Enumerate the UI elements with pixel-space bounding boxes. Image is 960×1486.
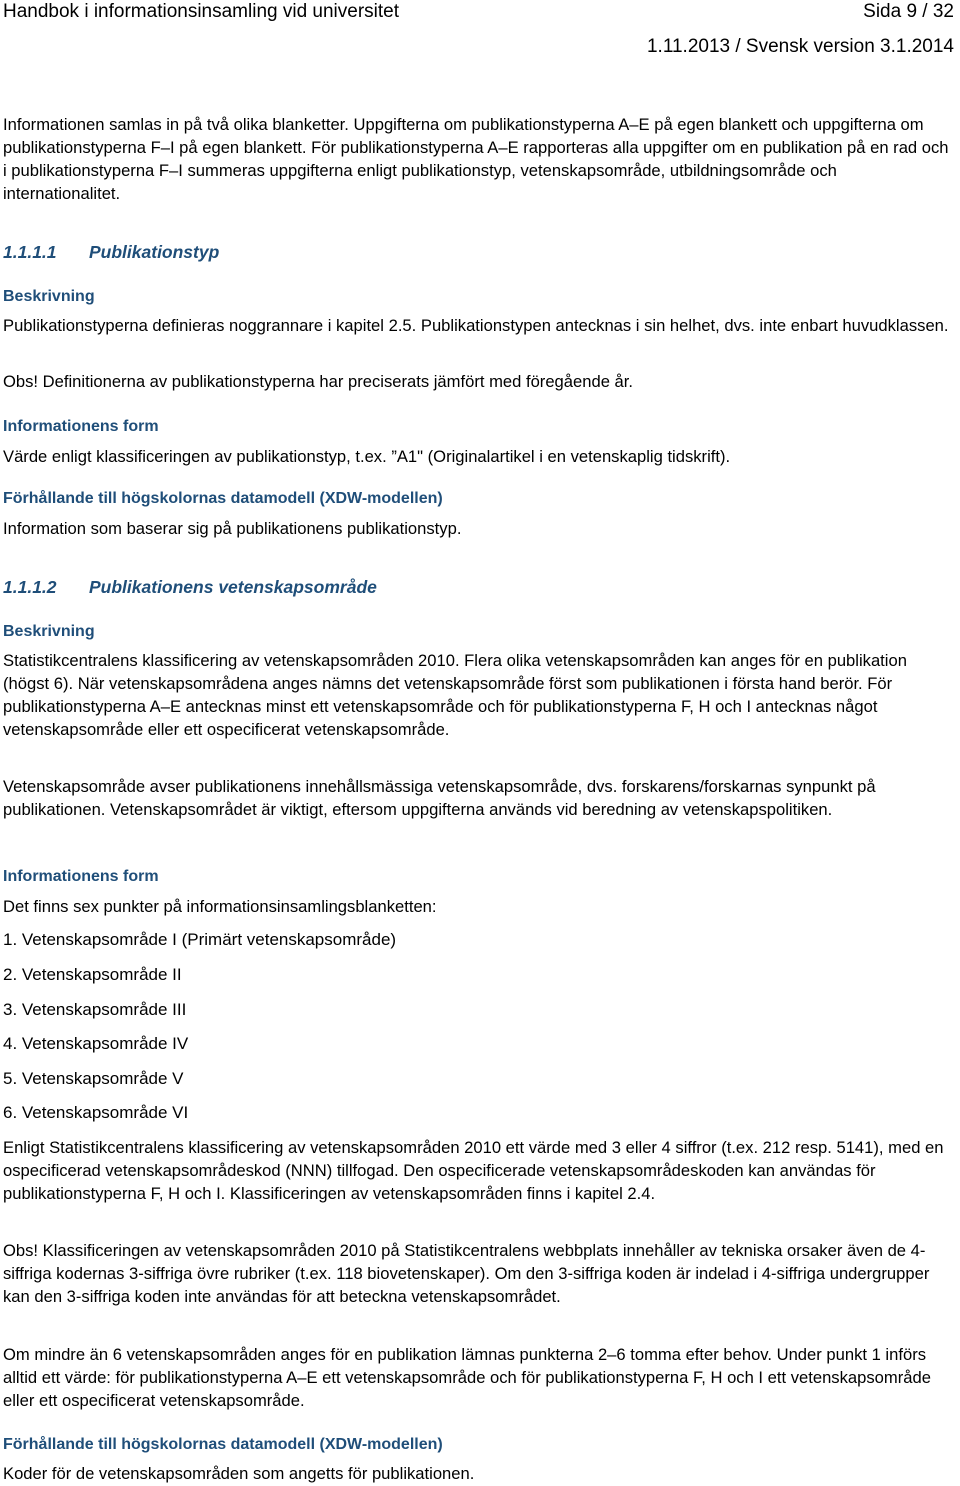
section-number: 1.1.1.1 <box>3 242 57 262</box>
list-item: 2. Vetenskapsområde II <box>3 965 182 984</box>
form-intro-paragraph: Det finns sex punkter på informationsinsamlingsblanketten: <box>3 897 437 916</box>
form-paragraph-1: Enligt Statistikcentralens klassificering av vetenskapsområden 2010 ett värde med 3 eller 4 siffror (t.ex. 212 resp. 5141), med en ospecificerad vetenskapsområdeskod (NNN) tillfogad. Den ospecificerade vetenskapsområdeskoden kan användas för publikationstyperna F, H och I. Klassificeringen av vetenskapsområden finns i kapitel 2.4. <box>3 1138 944 1203</box>
form-paragraph-3: Om mindre än 6 vetenskapsområden anges för en publikation lämnas punkterna 2–6 tomma efter behov. Under punkt 1 införs alltid ett värde: för publikationstyperna A–E ett vetenskapsområde och för publikationstyperna F, H och I ett vetenskapsområde eller ett ospecificerat vetenskapsområde. <box>3 1345 931 1410</box>
label-beskrivning: Beskrivning <box>3 623 95 640</box>
section-number: 1.1.1.2 <box>3 577 57 597</box>
label-beskrivning: Beskrivning <box>3 288 95 305</box>
label-informationens-form: Informationens form <box>3 418 159 435</box>
form-paragraph: Värde enligt klassificeringen av publikationstyp, t.ex. ”A1" (Originalartikel i en vetenskaplig tidskrift). <box>3 447 731 466</box>
list-item: 5. Vetenskapsområde V <box>3 1069 184 1088</box>
obs-paragraph: Obs! Klassificeringen av vetenskapsområden 2010 på Statistikcentralens webbplats innehåller av tekniska orsaker även de 4-siffriga kodernas 3-siffriga övre rubriker (t.ex. 118 biovetenskaper). Om den 3-siffriga koden är indelad i 4-siffriga undergrupper kan den 3-siffriga koden inte användas för att beteckna vetenskapsområdet. <box>3 1241 930 1306</box>
section-heading-publikationstyp <box>3 240 219 264</box>
label-informationens-form: Informationens form <box>3 868 159 885</box>
list-item: 3. Vetenskapsområde III <box>3 1000 187 1019</box>
date-version: 1.11.2013 / Svensk version 3.1.2014 <box>646 36 954 57</box>
list-item: 6. Vetenskapsområde VI <box>3 1103 189 1122</box>
list-item: 4. Vetenskapsområde IV <box>3 1034 189 1053</box>
section-title: Publikationens vetenskapsområde <box>89 577 377 597</box>
section-title: Publikationstyp <box>89 242 220 262</box>
description-paragraph: Publikationstyperna definieras noggrannare i kapitel 2.5. Publikationstypen antecknas i sin helhet, dvs. inte enbart huvudklassen. <box>3 316 949 335</box>
intro-paragraph: Informationen samlas in på två olika blanketter. Uppgifterna om publikationstyperna A–E på egen blankett och uppgifterna om publikationstyperna F–I på egen blankett. För publikationstyperna A–E rapporteras alla uppgifter om en publikation på en rad och i publikationstyperna F–I summeras uppgifterna enligt publikationstyp, vetenskapsområde, utbildningsområde och internationalitet. <box>3 115 949 203</box>
label-datamodell: Förhållande till högskolornas datamodell (XDW-modellen) <box>3 1436 443 1453</box>
description-paragraph-2: Vetenskapsområde avser publikationens innehållsmässiga vetenskapsområde, dvs. forskarens/forskarnas synpunkt på publikationen. Vetenskapsområdet är viktigt, eftersom uppgifterna används vid beredning av vetenskapspolitiken. <box>3 777 876 819</box>
section-heading-vetenskapsomrade <box>3 575 377 599</box>
model-paragraph: Information som baserar sig på publikationens publikationstyp. <box>3 519 462 538</box>
document-title: Handbok i informationsinsamling vid universitet <box>3 1 400 22</box>
description-paragraph: Statistikcentralens klassificering av vetenskapsområden 2010. Flera olika vetenskapsområden kan anges för en publikation (högst 6). När vetenskapsområdena anges nämns det vetenskapsområde först som publikationen i första hand berör. För publikationstyperna A–E antecknas minst ett vetenskapsområde och för publikationstyperna F, H och I antecknas något vetenskapsområde eller ett ospecificerat vetenskapsområde. <box>3 651 907 739</box>
page-number: Sida 9 / 32 <box>863 1 954 22</box>
model-paragraph: Koder för de vetenskapsområden som angetts för publikationen. <box>3 1464 475 1483</box>
label-datamodell: Förhållande till högskolornas datamodell (XDW-modellen) <box>3 490 443 507</box>
list-item: 1. Vetenskapsområde I (Primärt vetenskapsområde) <box>3 930 397 949</box>
obs-paragraph: Obs! Definitionerna av publikationstyperna har preciserats jämfört med föregående år. <box>3 372 633 391</box>
